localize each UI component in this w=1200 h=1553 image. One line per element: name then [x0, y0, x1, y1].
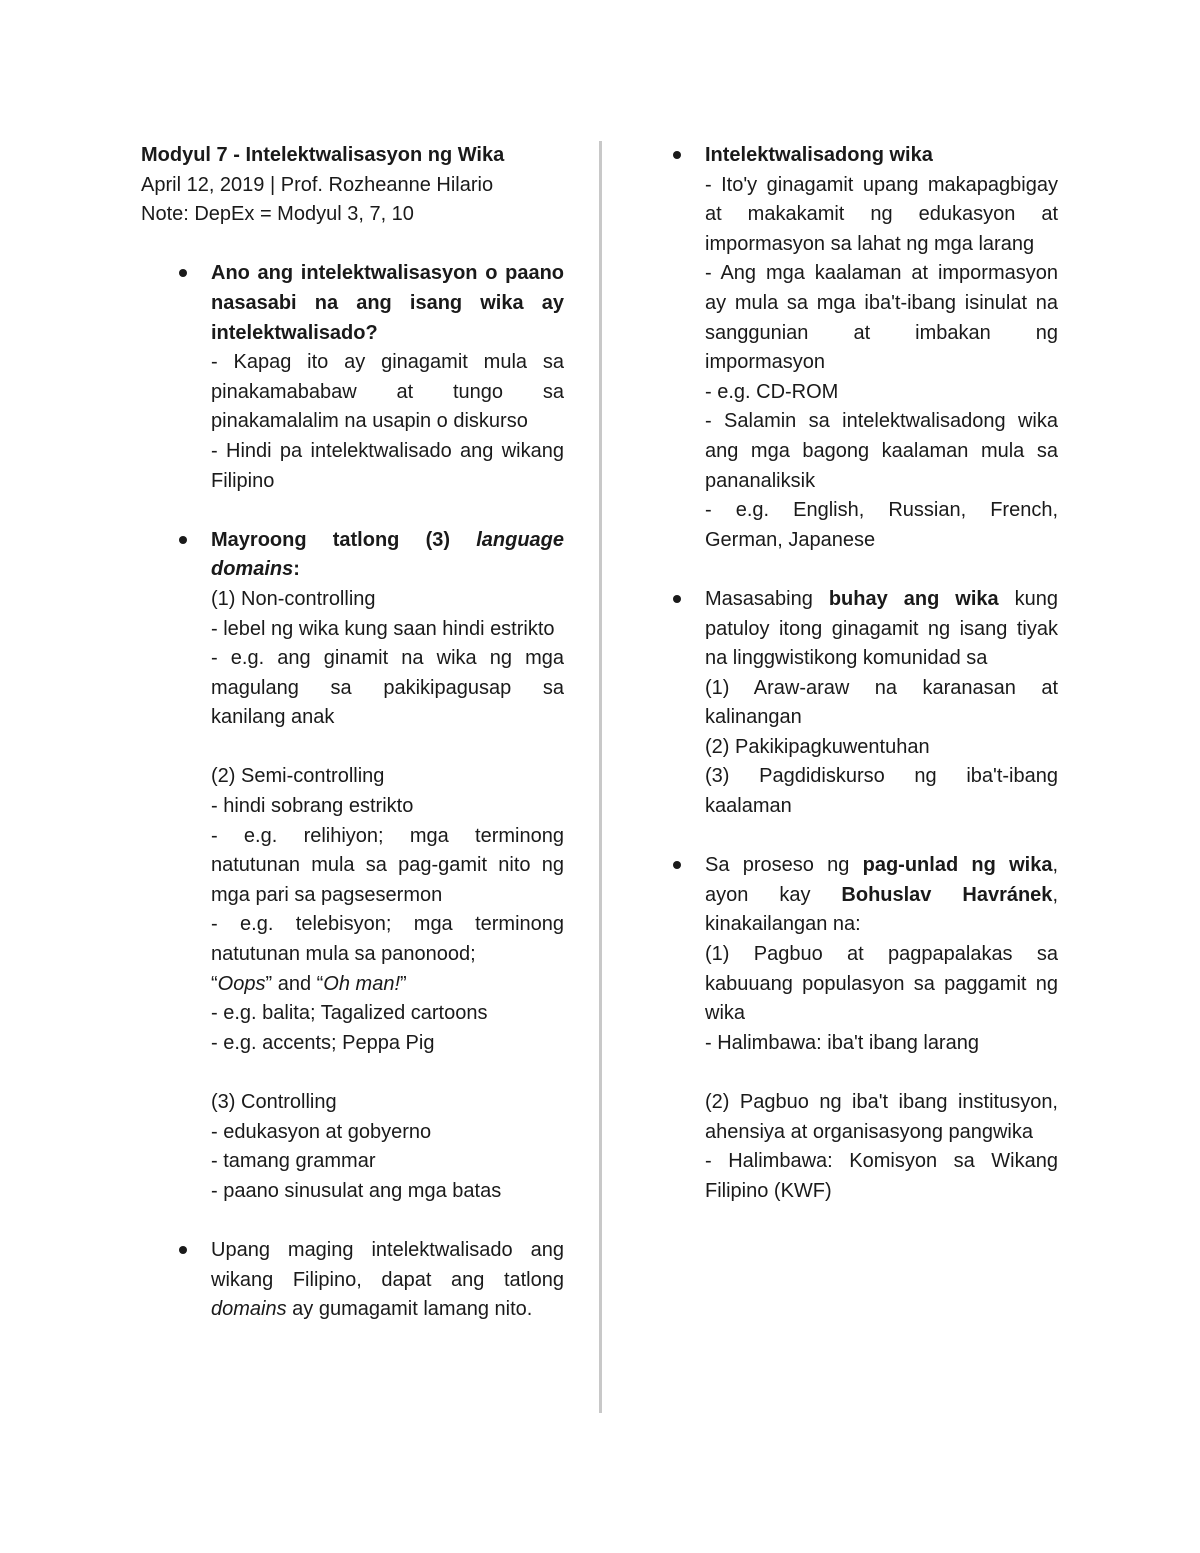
left-bullet-list [141, 259, 564, 1324]
answer-line: - Kapag ito ay ginagamit mula sa pinakamababaw at tungo sa pinakamalalim na usapin o diskurso [211, 351, 564, 433]
bullet-dot-icon [673, 595, 681, 603]
bullet-dot-icon [673, 861, 681, 869]
bullet-intelektwalisasyon-question [141, 259, 564, 525]
answer-line: - Hindi pa intelektwalisado ang wikang Filipino [211, 439, 564, 492]
list-item: (2) Pakikipagkuwentuhan [705, 735, 930, 758]
date-professor: April 12, 2019 | Prof. Rozheanne Hilario [141, 173, 494, 196]
domain-line: - paano sinusulat ang mga batas [211, 1179, 502, 1202]
document-title: Modyul 7 - Intelektwalisasyon ng Wika [141, 144, 505, 166]
detail-line: - Ito'y ginagamit upang makapagbigay at makakamit ng edukasyon at impormasyon sa lahat ng mga larang [705, 173, 1058, 255]
bullet-dot-icon [179, 1246, 187, 1254]
detail-line: - e.g. English, Russian, French, German, Japanese [705, 499, 1058, 551]
list-item: (1) Pagbuo at pagpapalakas sa kabuuang populasyon sa paggamit ng wika [705, 943, 1058, 1025]
bullet-intelektwalisadong-wika [670, 141, 1058, 585]
domain-line: - edukasyon at gobyerno [211, 1120, 432, 1143]
bullet-language-domains [141, 526, 564, 1236]
left-column [141, 141, 564, 1325]
bullet-dot-icon [673, 151, 681, 159]
detail-line: - Salamin sa intelektwalisadong wika ang mga bagong kaalaman mula sa pananaliksik [705, 410, 1058, 492]
bullet-pag-unlad-ng-wika [670, 851, 1058, 1206]
list-item: (3) Pagdidiskurso ng iba't-ibang kaalaman [705, 765, 1058, 818]
domain-line: - e.g. telebisyon; mga terminong natutunan mula sa panonood; [211, 913, 564, 966]
domain-line: - e.g. accents; Peppa Pig [211, 1031, 435, 1054]
list-item: - Halimbawa: Komisyon sa Wikang Filipino (KWF) [705, 1150, 1058, 1202]
detail-line: - Ang mga kaalaman at impormasyon ay mula sa mga iba't-ibang isinulat na sanggunian at imbakan ng impormasyon [705, 262, 1058, 374]
note-line: Note: DepEx = Modyul 3, 7, 10 [141, 203, 414, 226]
domain-line: - e.g. relihiyon; mga terminong natutunan mula sa pag-gamit nito ng mga pari sa pagsesermon [211, 824, 564, 906]
upang-text: Upang maging intelektwalisado ang wikang Filipino, dapat ang tatlong domains ay gumagamit lamang nito. [211, 1238, 564, 1321]
domain-line: - tamang grammar [211, 1150, 376, 1173]
domains-heading: Mayroong tatlong (3) language domains: [211, 528, 564, 581]
bullet-dot-icon [179, 269, 187, 277]
domain-line: - e.g. balita; Tagalized cartoons [211, 1002, 488, 1025]
question-text: Ano ang intelektwalisasyon o paano nasasabi na ang isang wika ay intelektwalisado? [211, 262, 564, 344]
domain-line: - hindi sobrang estrikto [211, 795, 414, 818]
bullet-upang-maging [141, 1236, 564, 1325]
section-title: Intelektwalisadong wika [705, 144, 933, 166]
domain-title: (3) Controlling [211, 1091, 337, 1113]
right-bullet-list [670, 141, 1058, 1206]
detail-line: - e.g. CD-ROM [705, 380, 839, 403]
right-column [670, 141, 1058, 1206]
list-item: (1) Araw-araw na karanasan at kalinangan [705, 676, 1058, 729]
bullet-dot-icon [179, 536, 187, 544]
domain-line: - e.g. ang ginamit na wika ng mga magulang sa pakikipagusap sa kanilang anak [211, 647, 564, 729]
bullet-buhay-ang-wika [670, 585, 1058, 851]
domain-line: - lebel ng wika kung saan hindi estrikto [211, 617, 555, 640]
domain-title: (1) Non-controlling [211, 587, 376, 610]
list-item: - Halimbawa: iba't ibang larang [705, 1031, 979, 1054]
domain-quote-line: “Oops” and “Oh man!” [211, 972, 407, 995]
pag-unlad-text: Sa proseso ng pag-unlad ng wika, ayon kay Bohuslav Havránek, kinakailangan na: [705, 854, 1058, 936]
column-divider [599, 141, 602, 1413]
buhay-text: Masasabing buhay ang wika kung patuloy itong ginagamit ng isang tiyak na linggwistikong komunidad sa [705, 587, 1059, 670]
domain-title: (2) Semi-controlling [211, 765, 385, 788]
list-item: (2) Pagbuo ng iba't ibang institusyon, ahensiya at organisasyong pangwika [705, 1091, 1058, 1143]
